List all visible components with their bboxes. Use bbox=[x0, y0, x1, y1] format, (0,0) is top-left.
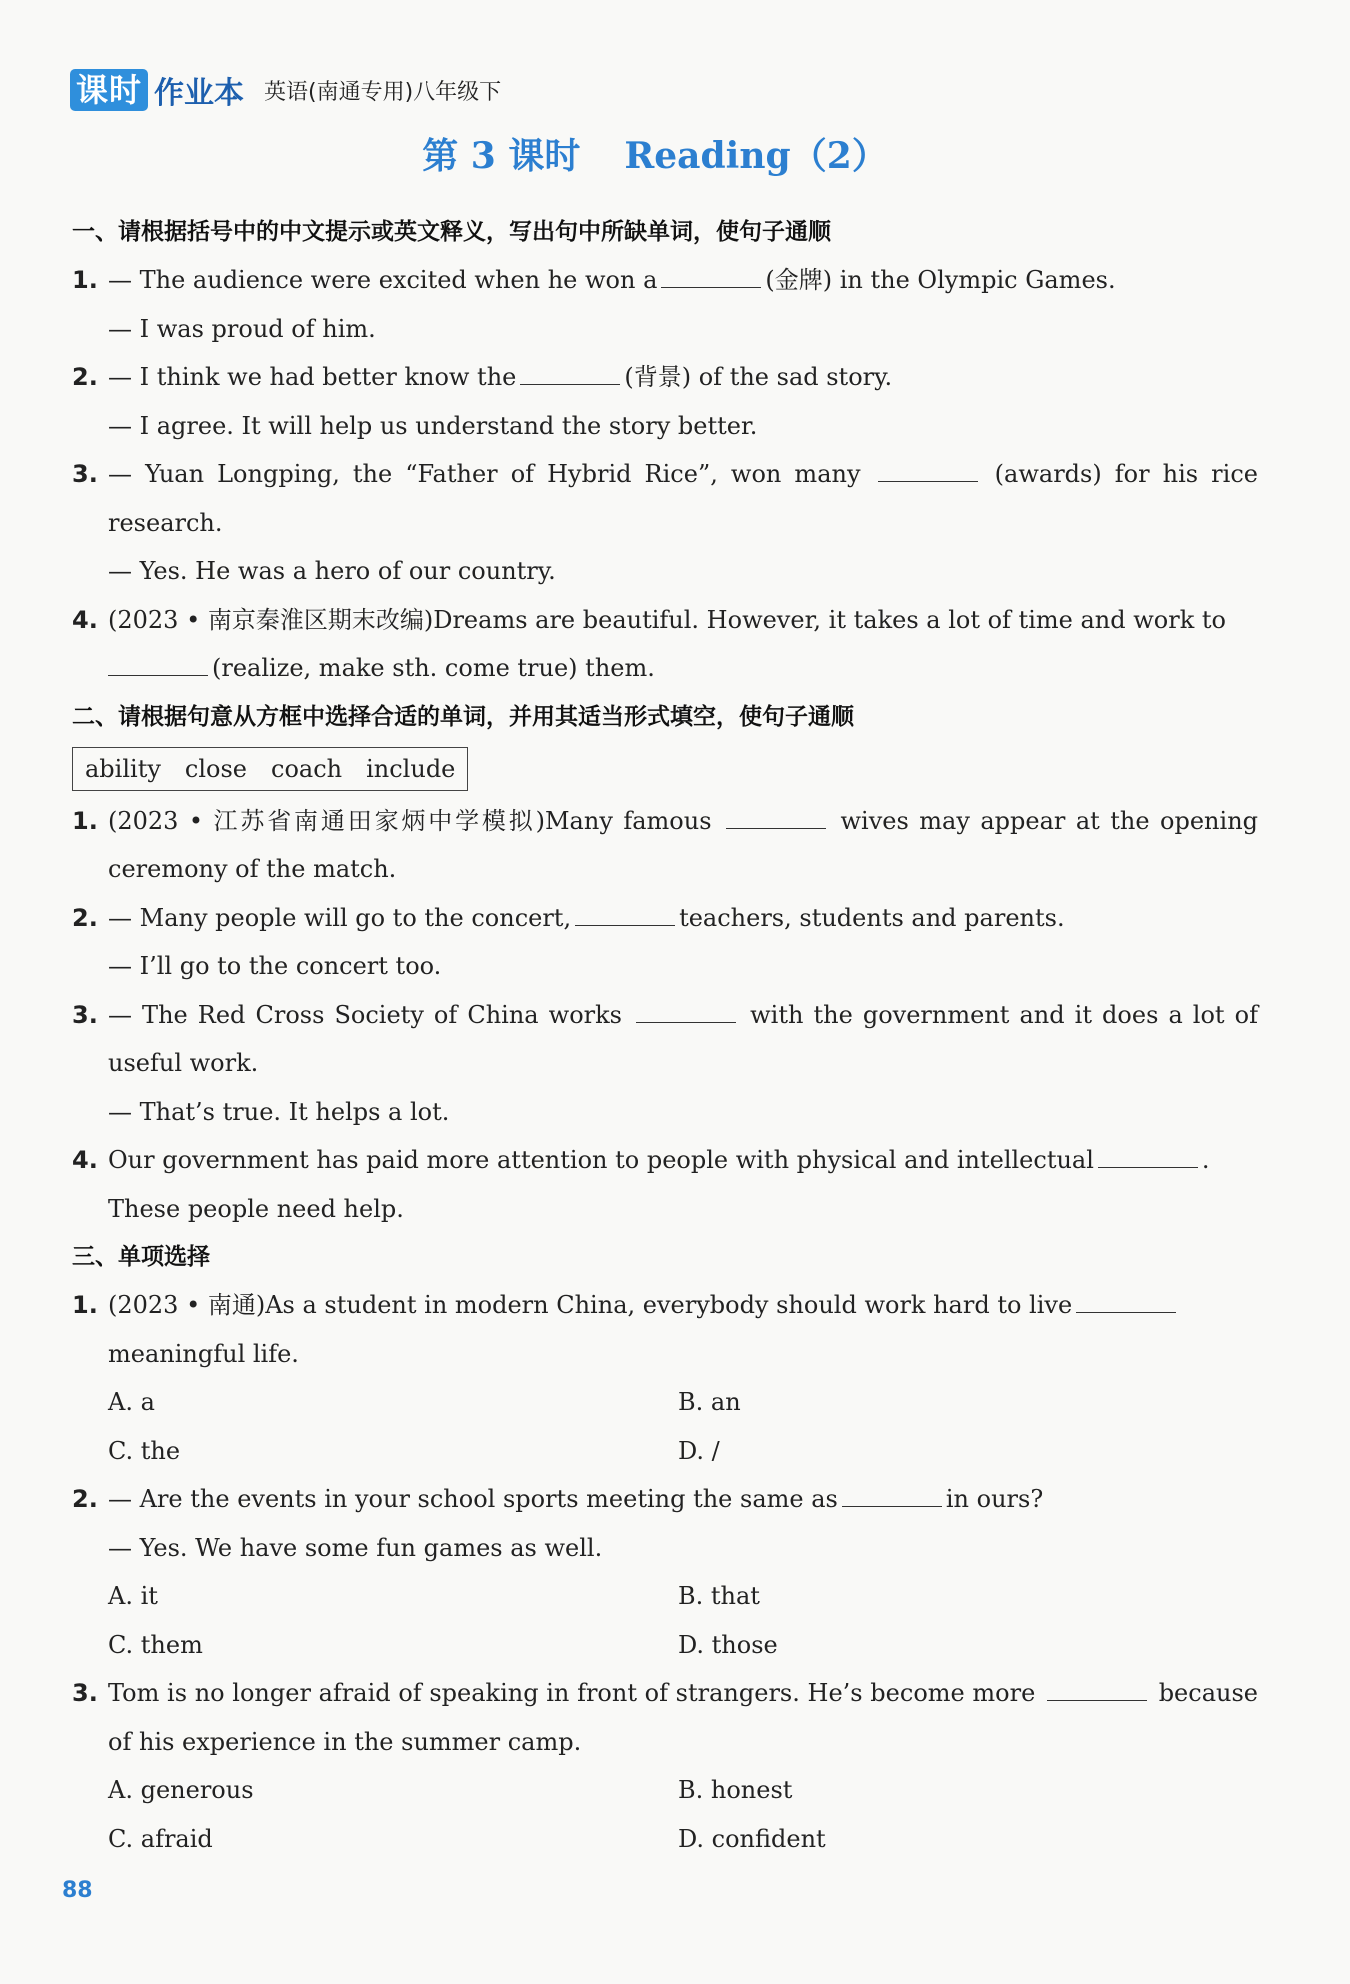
word-option: close bbox=[184, 754, 247, 783]
s1-q1-line1: 1. — The audience were excited when he won a (金牌) in the Olympic Games. bbox=[72, 256, 1258, 305]
s2-q3-line3: — That’s true. It helps a lot. bbox=[108, 1097, 450, 1126]
s3-q3-options-row2 bbox=[72, 1815, 1258, 1864]
question-number: 4. bbox=[72, 605, 98, 634]
s3-q3-options-row1 bbox=[72, 1766, 1258, 1815]
option-c[interactable]: C. them bbox=[108, 1630, 203, 1659]
word-option: include bbox=[366, 754, 456, 783]
page-number: 88 bbox=[62, 1878, 93, 1903]
option-a[interactable]: A. it bbox=[108, 1582, 158, 1610]
book-series: 英语(南通专用)八年级下 bbox=[264, 79, 502, 105]
answer-blank[interactable] bbox=[636, 1000, 736, 1023]
option-b[interactable]: B. honest bbox=[678, 1776, 793, 1804]
s2-q2-line1: 2. — Many people will go to the concert, teachers, students and parents. bbox=[72, 894, 1258, 943]
logo-text: 作业本 bbox=[154, 76, 245, 111]
word-box-row bbox=[72, 741, 1258, 797]
question-number: 1. bbox=[72, 806, 98, 835]
s3-q2-options-row1 bbox=[72, 1572, 1258, 1621]
s3-q1-options-row1 bbox=[72, 1378, 1258, 1427]
s1-q3-line3: — Yes. He was a hero of our country. bbox=[108, 557, 556, 585]
question-number: 3. bbox=[72, 1000, 98, 1029]
option-c[interactable]: C. the bbox=[108, 1436, 181, 1465]
lesson-topic: Reading（2） bbox=[624, 135, 888, 177]
s3-q1-line2: meaningful life. bbox=[108, 1339, 299, 1368]
s2-q3-line1: 3. — The Red Cross Society of China works with the government and it does a lot of bbox=[72, 991, 1258, 1040]
lesson-number: 第 3 课时 bbox=[422, 135, 581, 177]
question-number: 1. bbox=[72, 1291, 98, 1319]
page-title bbox=[0, 128, 1310, 179]
question-number: 2. bbox=[72, 903, 98, 932]
s2-q2-line2: — I’ll go to the concert too. bbox=[108, 952, 442, 980]
exercise-content bbox=[72, 208, 1258, 1863]
s3-q2-line2: — Yes. We have some fun games as well. bbox=[108, 1533, 603, 1562]
answer-blank[interactable] bbox=[575, 903, 675, 926]
question-number: 3. bbox=[72, 1679, 98, 1707]
s2-q3-line2: useful work. bbox=[108, 1049, 259, 1077]
section1-heading: 一、请根据括号中的中文提示或英文释义，写出句中所缺单词，使句子通顺 bbox=[72, 219, 831, 245]
option-a[interactable]: A. generous bbox=[108, 1776, 254, 1804]
s2-q1-line1: 1. (2023 • 江苏省南通田家炳中学模拟)Many famous wives may appear at the opening bbox=[72, 797, 1258, 846]
answer-blank[interactable] bbox=[1076, 1290, 1176, 1313]
answer-blank[interactable] bbox=[726, 806, 826, 829]
s1-q4-line1: 4. (2023 • 南京秦淮区期末改编)Dreams are beautiful. However, it takes a lot of time and work to bbox=[72, 596, 1258, 645]
answer-blank[interactable] bbox=[842, 1484, 942, 1507]
question-number: 1. bbox=[72, 266, 98, 294]
section2-heading: 二、请根据句意从方框中选择合适的单词，并用其适当形式填空，使句子通顺 bbox=[72, 703, 854, 730]
s1-q2-line1: 2. — I think we had better know the (背景) of the sad story. bbox=[72, 353, 1258, 402]
s1-q1-line2: — I was proud of him. bbox=[108, 314, 376, 343]
logo-box: 课时 bbox=[70, 69, 148, 111]
option-b[interactable]: B. an bbox=[678, 1388, 741, 1416]
option-d[interactable]: D. those bbox=[678, 1630, 778, 1659]
page-header bbox=[70, 68, 501, 112]
s1-q3-line1: 3. — Yuan Longping, the “Father of Hybrid Rice”, won many (awards) for his rice bbox=[72, 450, 1258, 499]
answer-blank[interactable] bbox=[661, 265, 761, 288]
answer-blank[interactable] bbox=[108, 653, 208, 676]
section3-heading: 三、单项选择 bbox=[72, 1244, 210, 1270]
option-d[interactable]: D. confident bbox=[678, 1824, 826, 1853]
s2-q4-line1: 4. Our government has paid more attention to people with physical and intellectual . bbox=[72, 1136, 1258, 1185]
answer-blank[interactable] bbox=[878, 459, 978, 482]
s3-q1-line1: 1. (2023 • 南通)As a student in modern China, everybody should work hard to live bbox=[72, 1281, 1258, 1330]
s3-q2-line1: 2. — Are the events in your school sports meeting the same as in ours? bbox=[72, 1475, 1258, 1524]
s1-q3-line2: research. bbox=[108, 508, 223, 537]
s3-q1-options-row2 bbox=[72, 1427, 1258, 1476]
answer-blank[interactable] bbox=[1047, 1678, 1147, 1701]
answer-blank[interactable] bbox=[1098, 1145, 1198, 1168]
word-option: coach bbox=[271, 754, 343, 783]
word-option: ability bbox=[85, 754, 161, 783]
s3-q3-line2: of his experience in the summer camp. bbox=[108, 1727, 582, 1756]
s3-q2-options-row2 bbox=[72, 1621, 1258, 1670]
option-c[interactable]: C. afraid bbox=[108, 1824, 213, 1853]
answer-blank[interactable] bbox=[520, 362, 620, 385]
s1-q4-line2: (realize, make sth. come true) them. bbox=[72, 644, 1258, 693]
option-b[interactable]: B. that bbox=[678, 1582, 760, 1610]
s1-q2-line2: — I agree. It will help us understand the story better. bbox=[108, 411, 758, 440]
s2-q1-line2: ceremony of the match. bbox=[108, 855, 397, 883]
question-number: 3. bbox=[72, 460, 98, 488]
word-box bbox=[72, 747, 468, 791]
s2-q4-line2: These people need help. bbox=[108, 1194, 404, 1223]
option-d[interactable]: D. / bbox=[678, 1436, 720, 1465]
option-a[interactable]: A. a bbox=[108, 1388, 155, 1416]
question-number: 4. bbox=[72, 1146, 98, 1174]
question-number: 2. bbox=[72, 363, 98, 391]
s3-q3-line1: 3. Tom is no longer afraid of speaking in front of strangers. He’s become more because bbox=[72, 1669, 1258, 1718]
question-number: 2. bbox=[72, 1485, 98, 1513]
